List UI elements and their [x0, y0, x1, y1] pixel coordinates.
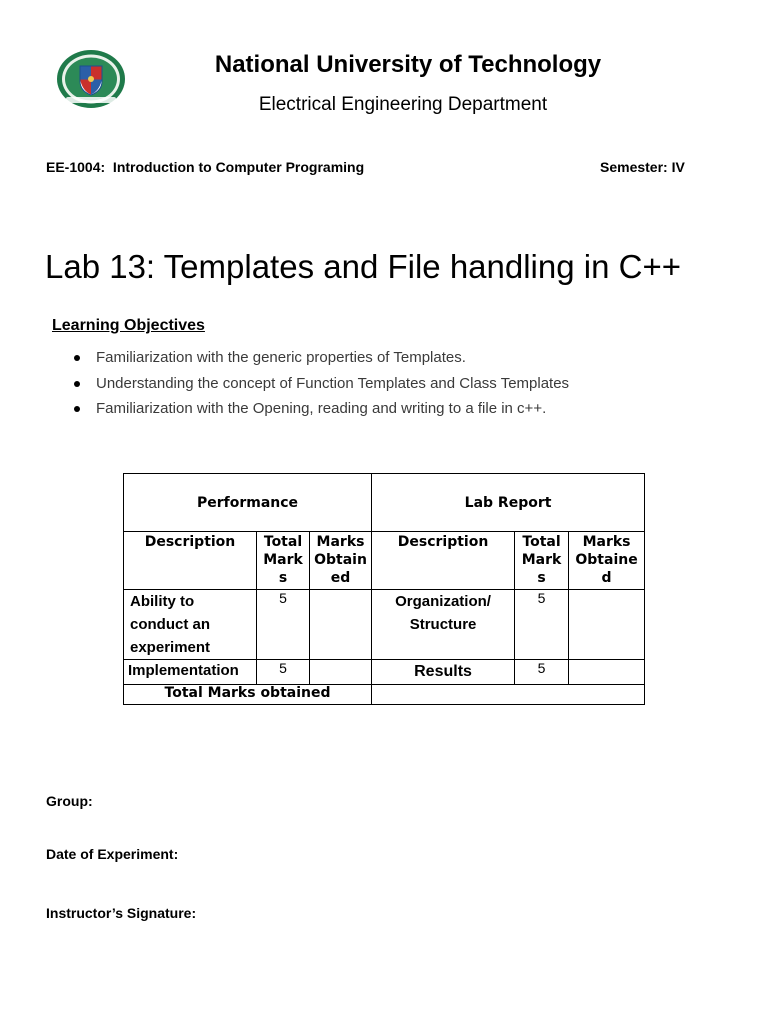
university-name: National University of Technology [214, 51, 602, 78]
group-field-label: Group: [46, 793, 93, 809]
bullet-icon [74, 381, 80, 387]
report-criterion: Results [372, 660, 515, 685]
semester-label: Semester: IV [600, 159, 685, 175]
date-of-experiment-label: Date of Experiment: [46, 846, 179, 862]
objective-text: Familiarization with the generic properties of Templates. [96, 349, 466, 366]
performance-marks-obtained-cell [310, 590, 372, 660]
list-item [70, 348, 569, 374]
performance-header: Performance [124, 474, 372, 532]
table-row [124, 685, 645, 705]
report-total-marks: 5 [515, 590, 569, 660]
performance-description-header: Description [124, 532, 257, 590]
lab-report-header: Lab Report [372, 474, 645, 532]
performance-total-marks: 5 [257, 590, 310, 660]
report-marks-obtained-cell [569, 590, 645, 660]
performance-criterion: Implementation [124, 660, 257, 685]
list-item [70, 399, 569, 425]
table-row [124, 590, 645, 660]
performance-marks-obtained-header: Marks Obtain ed [310, 532, 372, 590]
learning-objectives-heading: Learning Objectives [52, 317, 205, 334]
report-marks-obtained-cell [569, 660, 645, 685]
performance-criterion: Ability to conduct an experiment [124, 590, 257, 660]
bullet-icon [74, 355, 80, 361]
total-marks-label: Total Marks obtained [124, 685, 372, 705]
performance-marks-obtained-cell [310, 660, 372, 685]
table-row [124, 660, 645, 685]
objectives-list [70, 348, 569, 425]
objective-text: Familiarization with the Opening, reading and writing to a file in c++. [96, 400, 547, 417]
department-name: Electrical Engineering Department [258, 94, 548, 115]
instructor-signature-label: Instructor’s Signature: [46, 905, 197, 921]
performance-total-marks-header: Total Mark s [257, 532, 310, 590]
report-criterion: Organization/ Structure [372, 590, 515, 660]
marks-table [123, 473, 645, 705]
course-code-title: EE-1004: Introduction to Computer Programing [46, 159, 365, 175]
list-item [70, 374, 569, 399]
objective-text: Understanding the concept of Function Templates and Class Templates [96, 375, 570, 392]
report-description-header: Description [372, 532, 515, 590]
total-marks-value-cell [372, 685, 645, 705]
report-total-marks: 5 [515, 660, 569, 685]
performance-total-marks: 5 [257, 660, 310, 685]
report-total-marks-header: Total Mark s [515, 532, 569, 590]
lab-title: Lab 13: Templates and File handling in C++ [45, 248, 681, 285]
bullet-icon [74, 406, 80, 412]
report-marks-obtained-header: Marks Obtaine d [569, 532, 645, 590]
